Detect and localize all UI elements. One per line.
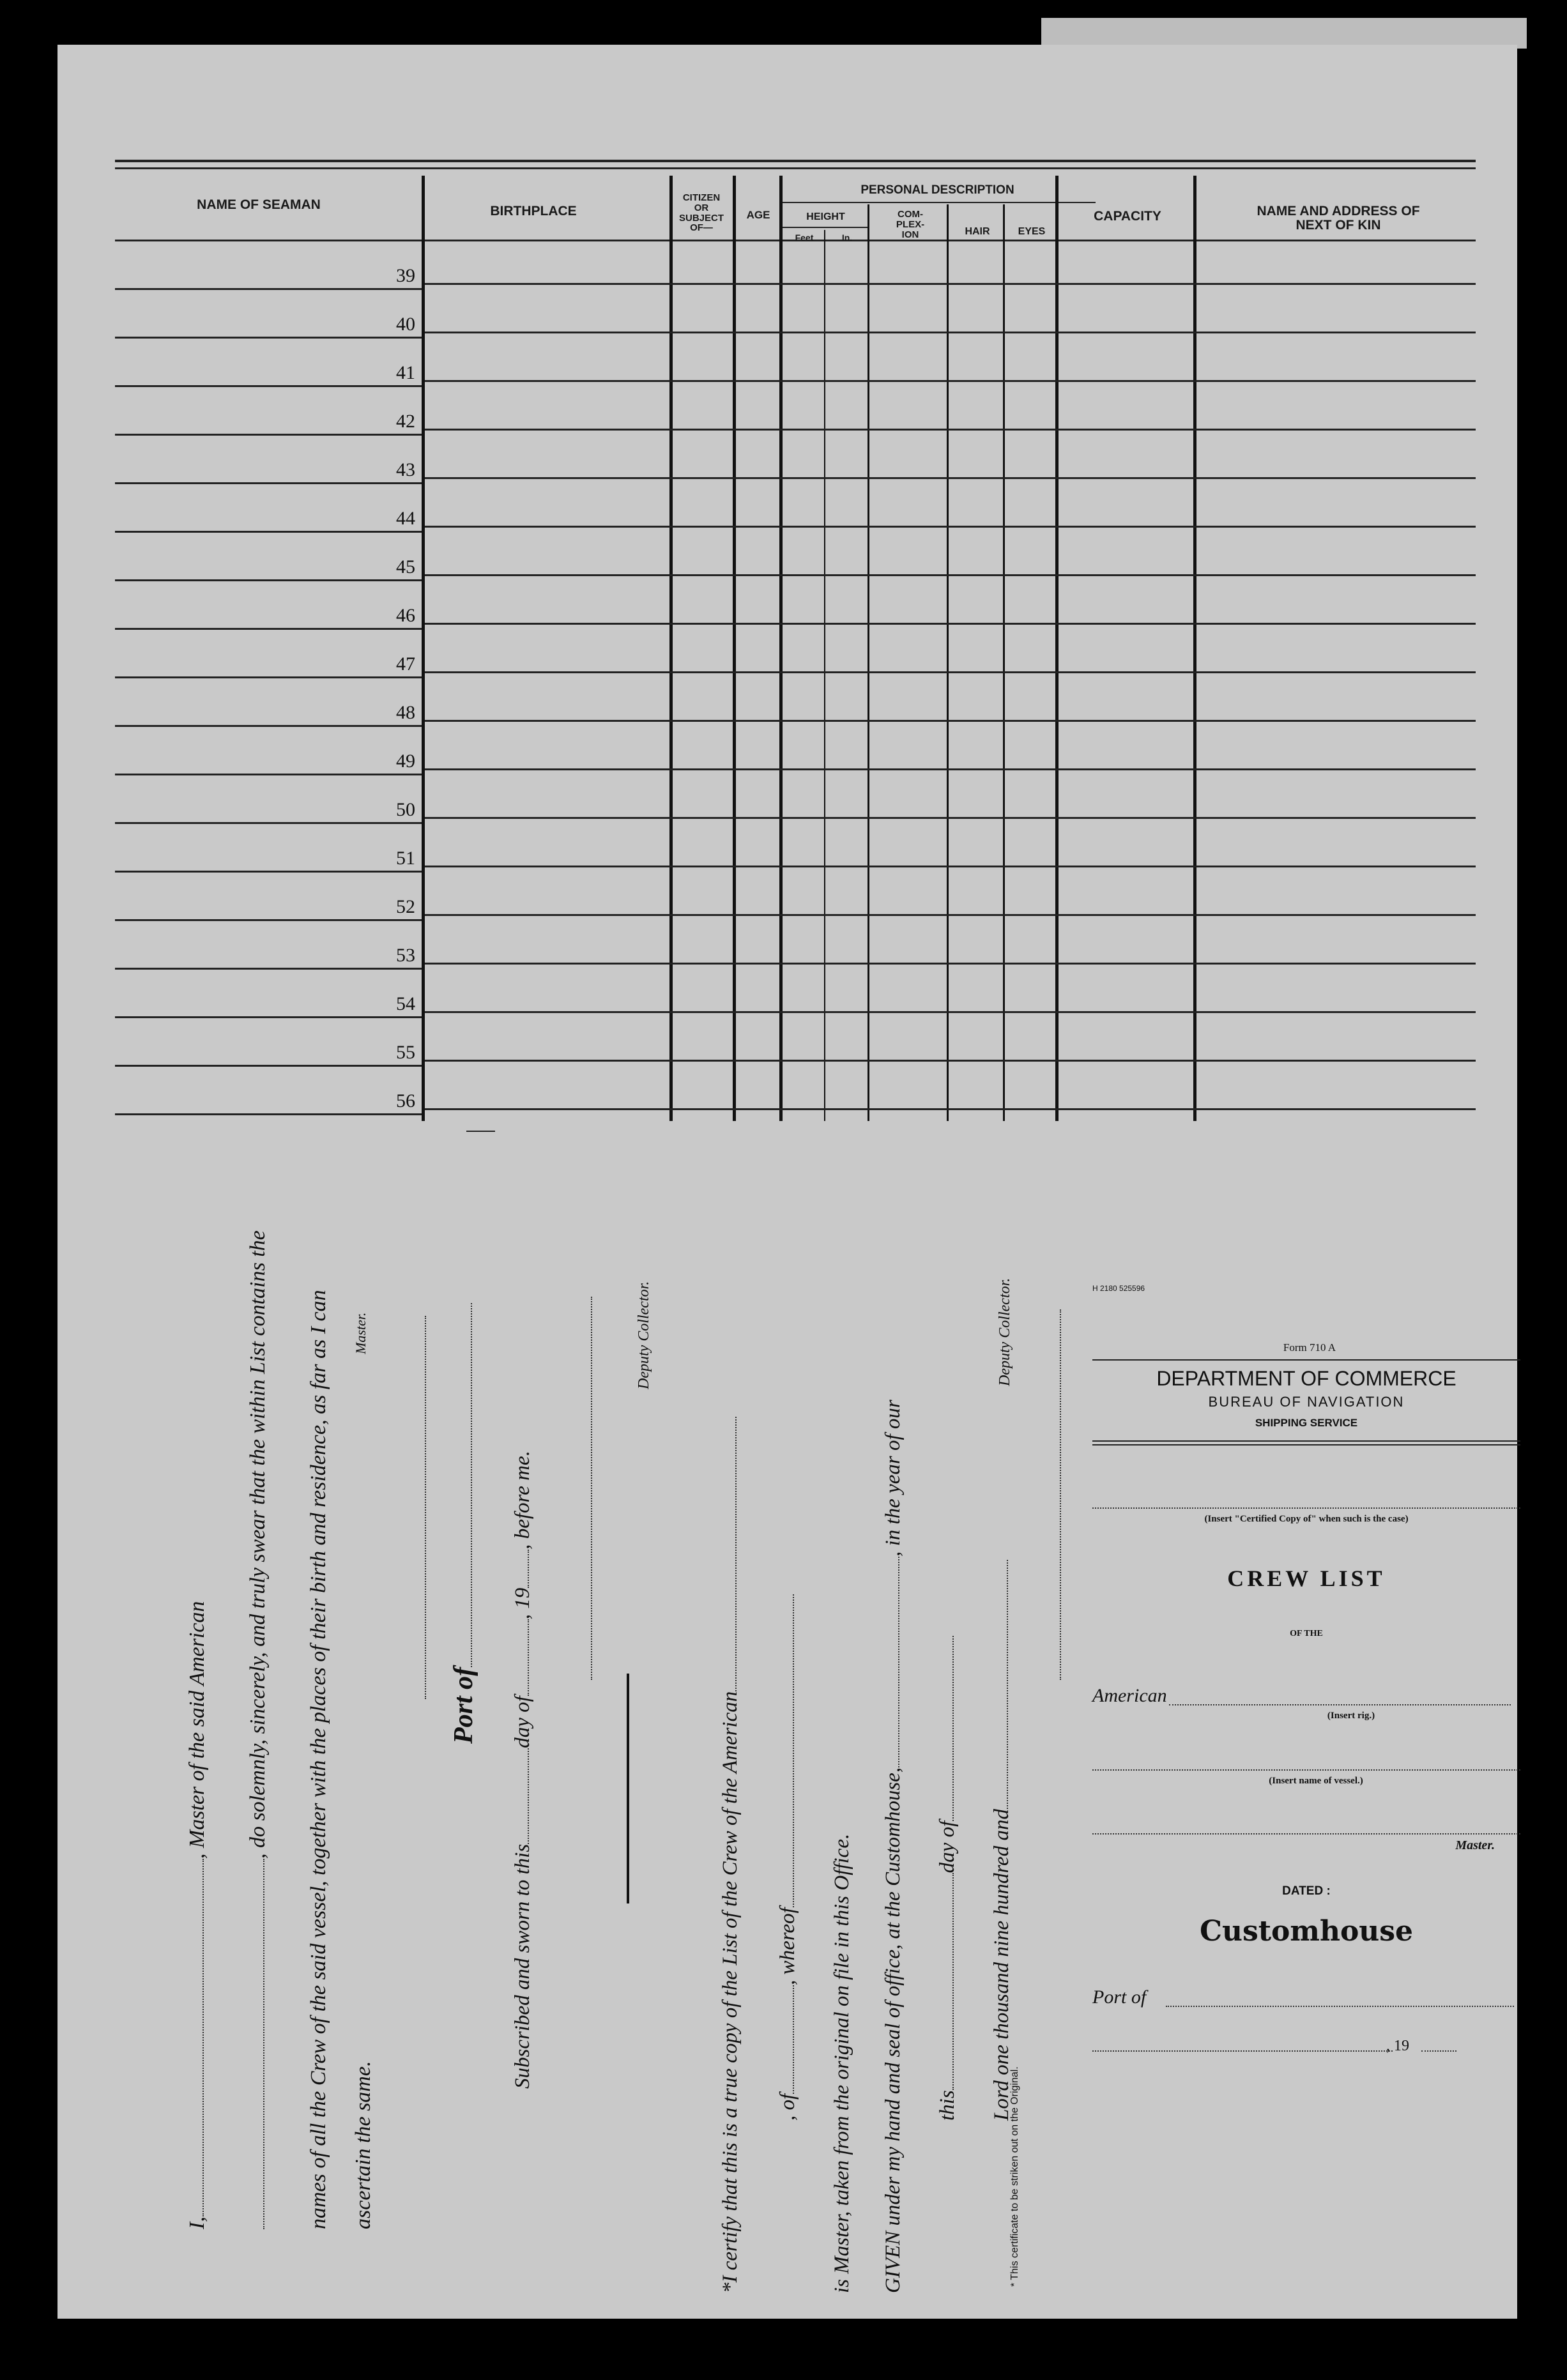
oath-line-3: names of all the Crew of the said vessel, together with the places of their birth and residence, as far as I can xyxy=(307,1290,330,2229)
header-inches: In. xyxy=(841,233,853,243)
separator-rule xyxy=(627,1674,629,1903)
deputy-signature-line-2 xyxy=(1043,1309,1067,1680)
row-number: 52 xyxy=(396,896,415,917)
header-height: HEIGHT xyxy=(806,211,845,222)
crew-list-title: CREW LIST xyxy=(1227,1566,1386,1591)
american-label: American xyxy=(1092,1685,1167,1706)
col-rule-feet xyxy=(824,230,825,1121)
row-number: 55 xyxy=(396,1042,415,1063)
certificate-line-5: thisday of xyxy=(936,1636,959,2121)
row-rule-name xyxy=(115,337,422,339)
col-rule-complexion xyxy=(947,204,949,1121)
header-next-of-kin: NAME AND ADDRESS OF NEXT OF KIN xyxy=(1257,204,1420,233)
height-rule xyxy=(783,227,869,228)
header-feet: Feet xyxy=(795,233,814,243)
cover-rule-top xyxy=(1092,1359,1520,1361)
row-number: 48 xyxy=(396,702,415,723)
row-rule-name xyxy=(115,531,422,533)
row-rule-name xyxy=(115,968,422,970)
department-title: DEPARTMENT OF COMMERCE xyxy=(1156,1367,1456,1390)
row-rule xyxy=(425,817,1476,819)
row-rule xyxy=(425,963,1476,965)
col-rule-capacity xyxy=(1193,176,1196,1121)
certificate-footnote: * This certificate to be striken out on the Original. xyxy=(1009,2066,1020,2287)
cover-rule-2 xyxy=(1092,1440,1520,1442)
certified-note: (Insert "Certified Copy of" when such is the case) xyxy=(1204,1514,1409,1524)
header-capacity: CAPACITY xyxy=(1094,209,1161,224)
row-rule-name xyxy=(115,676,422,678)
master-label-cover: Master. xyxy=(1455,1838,1495,1852)
row-number: 44 xyxy=(396,508,415,529)
col-rule-birthplace xyxy=(669,176,673,1121)
oath-line-2: , do solemnly, sincerely, and truly swear that the within List contains the xyxy=(246,1230,270,2229)
port-of-label: Port of xyxy=(1092,1987,1147,2008)
pd-rule xyxy=(783,202,1096,203)
dated-label: DATED : xyxy=(1282,1884,1331,1898)
oath-port: Port of xyxy=(448,1303,479,1744)
header-name-of-seaman: NAME OF SEAMAN xyxy=(197,197,321,212)
header-age: AGE xyxy=(746,209,770,221)
row-number: 49 xyxy=(396,751,415,772)
top-strip xyxy=(1041,18,1527,49)
row-rule-name xyxy=(115,385,422,387)
cover-rule-3 xyxy=(1092,1444,1520,1446)
customhouse-title: Customhouse xyxy=(1199,1915,1414,1948)
oath-line-1: I,, Master of the said American xyxy=(185,1601,209,2229)
header-hair: HAIR xyxy=(965,226,990,237)
row-number: 54 xyxy=(396,993,415,1014)
row-rule xyxy=(425,914,1476,916)
row-rule xyxy=(425,380,1476,382)
certificate-line-2: , of, whereof xyxy=(776,1594,800,2121)
date-line xyxy=(1092,2050,1393,2052)
col-rule-hair xyxy=(1003,204,1005,1121)
row-rule xyxy=(425,866,1476,867)
header-citizen: CITIZEN OR SUBJECT OF— xyxy=(678,192,724,234)
master-label: Master. xyxy=(353,1312,369,1354)
row-number: 45 xyxy=(396,556,415,577)
certificate-line-6: Lord one thousand nine hundred and xyxy=(990,1560,1014,2121)
row-rule-name xyxy=(115,919,422,921)
oath-line-4: ascertain the same. xyxy=(351,2061,375,2229)
row-number: 46 xyxy=(396,605,415,626)
row-number: 40 xyxy=(396,314,415,335)
row-rule xyxy=(425,477,1476,479)
row-rule-name xyxy=(115,434,422,436)
row-rule xyxy=(425,429,1476,431)
bureau-title: BUREAU OF NAVIGATION xyxy=(1208,1394,1405,1410)
subscribed-line: Subscribed and sworn to thisday of, 19, before me. xyxy=(511,1451,534,2089)
row-number: 41 xyxy=(396,362,415,383)
insert-name-note: (Insert name of vessel.) xyxy=(1269,1776,1363,1786)
row-number: 43 xyxy=(396,459,415,480)
deputy-signature-line-1 xyxy=(574,1297,598,1680)
master-signature-line xyxy=(408,1316,432,1699)
row-number: 51 xyxy=(396,848,415,869)
row-number: 53 xyxy=(396,945,415,966)
row-number: 42 xyxy=(396,411,415,432)
row-rule-name xyxy=(115,579,422,581)
row-rule-name xyxy=(115,822,422,824)
row-number: 50 xyxy=(396,799,415,820)
row-rule-name xyxy=(115,628,422,630)
row-rule xyxy=(425,768,1476,770)
row-rule xyxy=(425,526,1476,528)
row-rule xyxy=(425,1060,1476,1062)
row-rule xyxy=(425,1011,1476,1013)
service-title: SHIPPING SERVICE xyxy=(1255,1417,1358,1429)
master-line xyxy=(1092,1833,1520,1835)
row-number: 56 xyxy=(396,1090,415,1111)
header-birthplace: BIRTHPLACE xyxy=(490,204,577,218)
col-rule-inches xyxy=(868,204,869,1121)
row-number: 47 xyxy=(396,653,415,675)
form-sheet xyxy=(57,45,1517,2319)
stray-mark xyxy=(466,1131,495,1132)
table-top-rule xyxy=(115,160,1476,162)
row-rule xyxy=(425,623,1476,625)
year-line xyxy=(1421,2050,1456,2052)
deputy-collector-label-1: Deputy Collector. xyxy=(636,1281,652,1389)
row-rule xyxy=(425,332,1476,333)
port-line xyxy=(1166,2006,1514,2007)
col-rule-age xyxy=(779,176,783,1121)
certificate-line-3: is Master, taken from the original on file in this Office. xyxy=(830,1833,853,2293)
rig-line xyxy=(1169,1704,1511,1705)
header-eyes: EYES xyxy=(1018,226,1046,237)
col-rule-citizen xyxy=(733,176,736,1121)
row-rule-name xyxy=(115,725,422,727)
deputy-collector-label-2: Deputy Collector. xyxy=(997,1278,1013,1386)
row-rule-name xyxy=(115,1016,422,1018)
row-rule-name xyxy=(115,1065,422,1067)
row-rule xyxy=(425,671,1476,673)
row-rule xyxy=(425,283,1476,285)
table-top-rule-2 xyxy=(115,167,1476,169)
row-number: 39 xyxy=(396,265,415,286)
vessel-name-line xyxy=(1092,1769,1520,1771)
row-rule-name xyxy=(115,774,422,775)
certified-copy-line xyxy=(1092,1507,1520,1509)
header-complexion: COM- PLEX- ION xyxy=(896,209,925,240)
header-personal-description: PERSONAL DESCRIPTION xyxy=(860,183,1014,197)
row-rule xyxy=(425,1108,1476,1110)
print-code: H 2180 525596 xyxy=(1092,1284,1145,1293)
row-rule xyxy=(425,574,1476,576)
of-the-label: OF THE xyxy=(1290,1629,1323,1638)
certificate-line-1: *I certify that this is a true copy of the List of the Crew of the American xyxy=(719,1417,742,2293)
row-rule-name xyxy=(115,871,422,873)
row-rule xyxy=(425,720,1476,722)
col-rule-eyes xyxy=(1055,176,1059,1121)
insert-rig-note: (Insert rig.) xyxy=(1327,1711,1375,1721)
certificate-line-4: GIVEN under my hand and seal of office, at the Customhouse,, in the year of our xyxy=(882,1400,905,2293)
col-rule-name xyxy=(422,176,425,1121)
form-number: Form 710 A xyxy=(1283,1341,1336,1354)
year-label: , 19 xyxy=(1386,2038,1409,2054)
row-rule-name xyxy=(115,1113,422,1115)
row-rule-name xyxy=(115,288,422,290)
row-rule-name xyxy=(115,482,422,484)
